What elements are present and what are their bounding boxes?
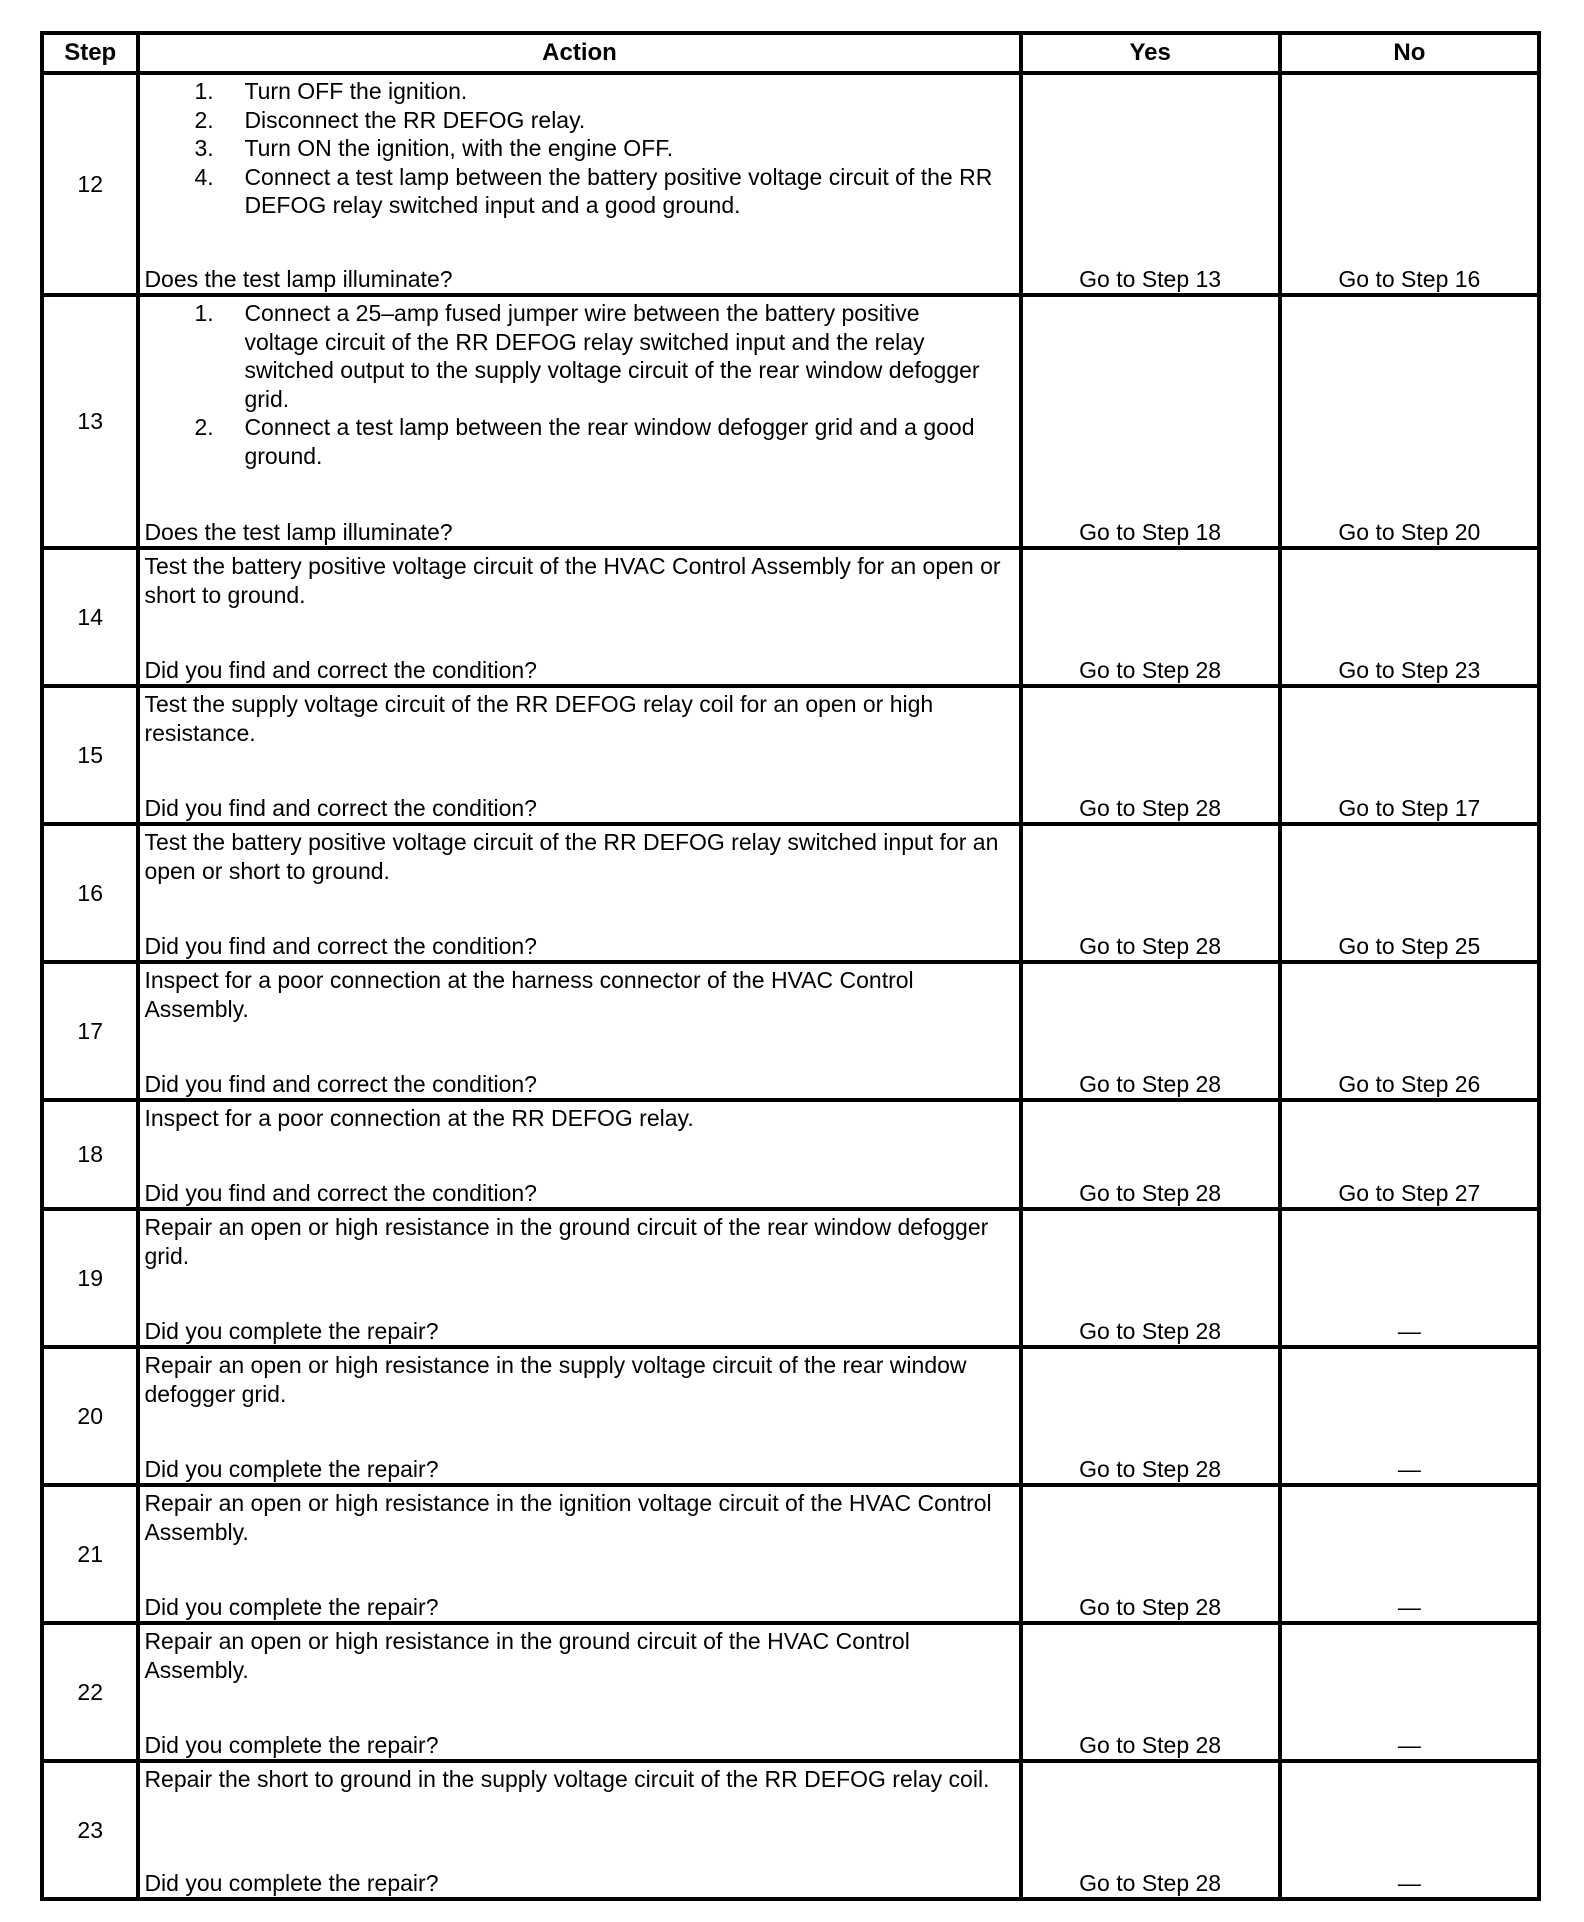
yes-result: Go to Step 28 <box>1079 657 1222 683</box>
no-result: Go to Step 27 <box>1338 1180 1481 1206</box>
yes-cell <box>1021 1100 1280 1209</box>
yes-cell <box>1021 1761 1280 1899</box>
yes-cell <box>1021 1209 1280 1347</box>
table-row <box>42 295 1539 548</box>
list-item: 1. Connect a 25–amp fused jumper wire between the battery positive voltage circuit of the RR DEFOG relay switched input and the relay switched output to the supply voltage circuit of the rear window defogger grid. <box>194 300 980 412</box>
step-number: 21 <box>42 1485 138 1623</box>
table-row <box>42 73 1539 295</box>
step-number: 17 <box>42 962 138 1100</box>
action-question: Did you find and correct the condition? <box>144 657 537 683</box>
yes-cell <box>1021 73 1280 295</box>
action-text: Repair an open or high resistance in the ground circuit of the HVAC Control Assembly. <box>144 1628 910 1683</box>
action-question: Did you find and correct the condition? <box>144 1071 537 1097</box>
no-cell <box>1280 1100 1539 1209</box>
yes-cell <box>1021 962 1280 1100</box>
action-cell <box>138 686 1020 824</box>
yes-result: Go to Step 28 <box>1079 933 1222 959</box>
no-result: — <box>1397 1732 1421 1758</box>
action-text: Test the battery positive voltage circuit of the RR DEFOG relay switched input for an open or short to ground. <box>144 829 999 884</box>
no-result: Go to Step 25 <box>1338 933 1481 959</box>
list-item-text: Connect a test lamp between the rear window defogger grid and a good ground. <box>244 414 975 469</box>
action-steps-list <box>144 77 1012 220</box>
header-row <box>42 33 1539 73</box>
table-row <box>42 1623 1539 1761</box>
no-result: Go to Step 17 <box>1338 795 1481 821</box>
no-result: — <box>1397 1594 1421 1620</box>
yes-result: Go to Step 28 <box>1079 1456 1222 1482</box>
step-number: 12 <box>42 73 138 295</box>
yes-cell <box>1021 824 1280 962</box>
action-cell <box>138 1485 1020 1623</box>
list-item-text: Turn OFF the ignition. <box>244 78 468 104</box>
no-cell <box>1280 1347 1539 1485</box>
no-cell <box>1280 1623 1539 1761</box>
action-question: Did you complete the repair? <box>144 1870 439 1896</box>
action-text: Test the battery positive voltage circuit of the HVAC Control Assembly for an open or short to ground. <box>144 553 1001 608</box>
table-row <box>42 962 1539 1100</box>
yes-result: Go to Step 13 <box>1079 266 1222 292</box>
table-row <box>42 824 1539 962</box>
action-text: Inspect for a poor connection at the harness connector of the HVAC Control Assembly. <box>144 967 914 1022</box>
yes-cell <box>1021 1485 1280 1623</box>
yes-result: Go to Step 28 <box>1079 795 1222 821</box>
step-number: 13 <box>42 295 138 548</box>
action-cell <box>138 73 1020 295</box>
yes-cell <box>1021 548 1280 686</box>
action-text: Repair an open or high resistance in the ignition voltage circuit of the HVAC Control Assembly. <box>144 1490 992 1545</box>
action-cell <box>138 1347 1020 1485</box>
yes-result: Go to Step 28 <box>1079 1870 1222 1896</box>
action-question: Did you find and correct the condition? <box>144 795 537 821</box>
table-row <box>42 1485 1539 1623</box>
no-cell <box>1280 1761 1539 1899</box>
action-cell <box>138 824 1020 962</box>
action-cell <box>138 1623 1020 1761</box>
yes-cell <box>1021 295 1280 548</box>
list-item: 2. Disconnect the RR DEFOG relay. <box>194 106 586 133</box>
diagnostic-table <box>40 31 1541 1901</box>
step-number: 15 <box>42 686 138 824</box>
yes-result: Go to Step 18 <box>1079 519 1222 545</box>
action-cell <box>138 295 1020 548</box>
no-cell <box>1280 73 1539 295</box>
no-cell <box>1280 548 1539 686</box>
table-row <box>42 1761 1539 1899</box>
yes-cell <box>1021 1347 1280 1485</box>
step-number: 20 <box>42 1347 138 1485</box>
yes-result: Go to Step 28 <box>1079 1318 1222 1344</box>
action-cell <box>138 548 1020 686</box>
yes-cell <box>1021 686 1280 824</box>
yes-cell <box>1021 1623 1280 1761</box>
action-question: Did you complete the repair? <box>144 1594 439 1620</box>
list-item-text: Connect a test lamp between the battery positive voltage circuit of the RR DEFOG relay switched input and a good ground. <box>244 163 993 218</box>
list-item-text: Turn ON the ignition, with the engine OFF. <box>244 135 674 161</box>
yes-result: Go to Step 28 <box>1079 1732 1222 1758</box>
list-item: 4. Connect a test lamp between the battery positive voltage circuit of the RR DEFOG relay switched input and a good ground. <box>194 163 993 218</box>
action-question: Did you complete the repair? <box>144 1318 439 1344</box>
step-number: 19 <box>42 1209 138 1347</box>
no-result: Go to Step 26 <box>1338 1071 1481 1097</box>
step-number: 22 <box>42 1623 138 1761</box>
list-item: 1. Turn OFF the ignition. <box>194 78 468 104</box>
no-cell <box>1280 686 1539 824</box>
table-row <box>42 548 1539 686</box>
no-result: — <box>1397 1318 1421 1344</box>
no-cell <box>1280 824 1539 962</box>
action-text: Test the supply voltage circuit of the RR DEFOG relay coil for an open or high resistance. <box>144 691 934 746</box>
table-row <box>42 1347 1539 1485</box>
no-result: — <box>1397 1870 1421 1896</box>
action-cell <box>138 1209 1020 1347</box>
yes-result: Go to Step 28 <box>1079 1180 1222 1206</box>
yes-result: Go to Step 28 <box>1079 1071 1222 1097</box>
table-row <box>42 686 1539 824</box>
no-cell <box>1280 295 1539 548</box>
action-steps-list <box>144 299 1012 470</box>
header-step: Step <box>42 33 138 73</box>
no-result: Go to Step 16 <box>1338 266 1481 292</box>
step-number: 14 <box>42 548 138 686</box>
action-question: Does the test lamp illuminate? <box>144 519 453 545</box>
no-result: Go to Step 20 <box>1338 519 1481 545</box>
list-item-text: Connect a 25–amp fused jumper wire between the battery positive voltage circuit of the RR DEFOG relay switched input and the relay switched output to the supply voltage circuit of the rear window defogger grid. <box>244 300 980 412</box>
no-result: Go to Step 23 <box>1338 657 1481 683</box>
action-question: Did you find and correct the condition? <box>144 933 537 959</box>
step-number: 16 <box>42 824 138 962</box>
action-text: Repair an open or high resistance in the supply voltage circuit of the rear window defogger grid. <box>144 1352 967 1407</box>
no-result: — <box>1397 1456 1421 1482</box>
header-action: Action <box>138 33 1020 73</box>
header-no: No <box>1280 33 1539 73</box>
action-question: Did you complete the repair? <box>144 1732 439 1758</box>
action-cell <box>138 1761 1020 1899</box>
table-row <box>42 1100 1539 1209</box>
action-question: Did you find and correct the condition? <box>144 1180 537 1206</box>
no-cell <box>1280 962 1539 1100</box>
table-row <box>42 1209 1539 1347</box>
step-number: 18 <box>42 1100 138 1209</box>
action-question: Did you complete the repair? <box>144 1456 439 1482</box>
header-yes: Yes <box>1021 33 1280 73</box>
action-text: Repair an open or high resistance in the ground circuit of the rear window defogger grid. <box>144 1214 989 1269</box>
action-cell <box>138 962 1020 1100</box>
no-cell <box>1280 1485 1539 1623</box>
no-cell <box>1280 1209 1539 1347</box>
yes-result: Go to Step 28 <box>1079 1594 1222 1620</box>
action-text: Inspect for a poor connection at the RR DEFOG relay. <box>144 1105 694 1131</box>
action-question: Does the test lamp illuminate? <box>144 266 453 292</box>
action-cell <box>138 1100 1020 1209</box>
list-item: 3. Turn ON the ignition, with the engine OFF. <box>194 135 674 161</box>
step-number: 23 <box>42 1761 138 1899</box>
list-item-text: Disconnect the RR DEFOG relay. <box>244 106 586 133</box>
list-item: 2. Connect a test lamp between the rear window defogger grid and a good ground. <box>194 414 975 469</box>
action-text: Repair the short to ground in the supply voltage circuit of the RR DEFOG relay coil. <box>144 1766 990 1792</box>
